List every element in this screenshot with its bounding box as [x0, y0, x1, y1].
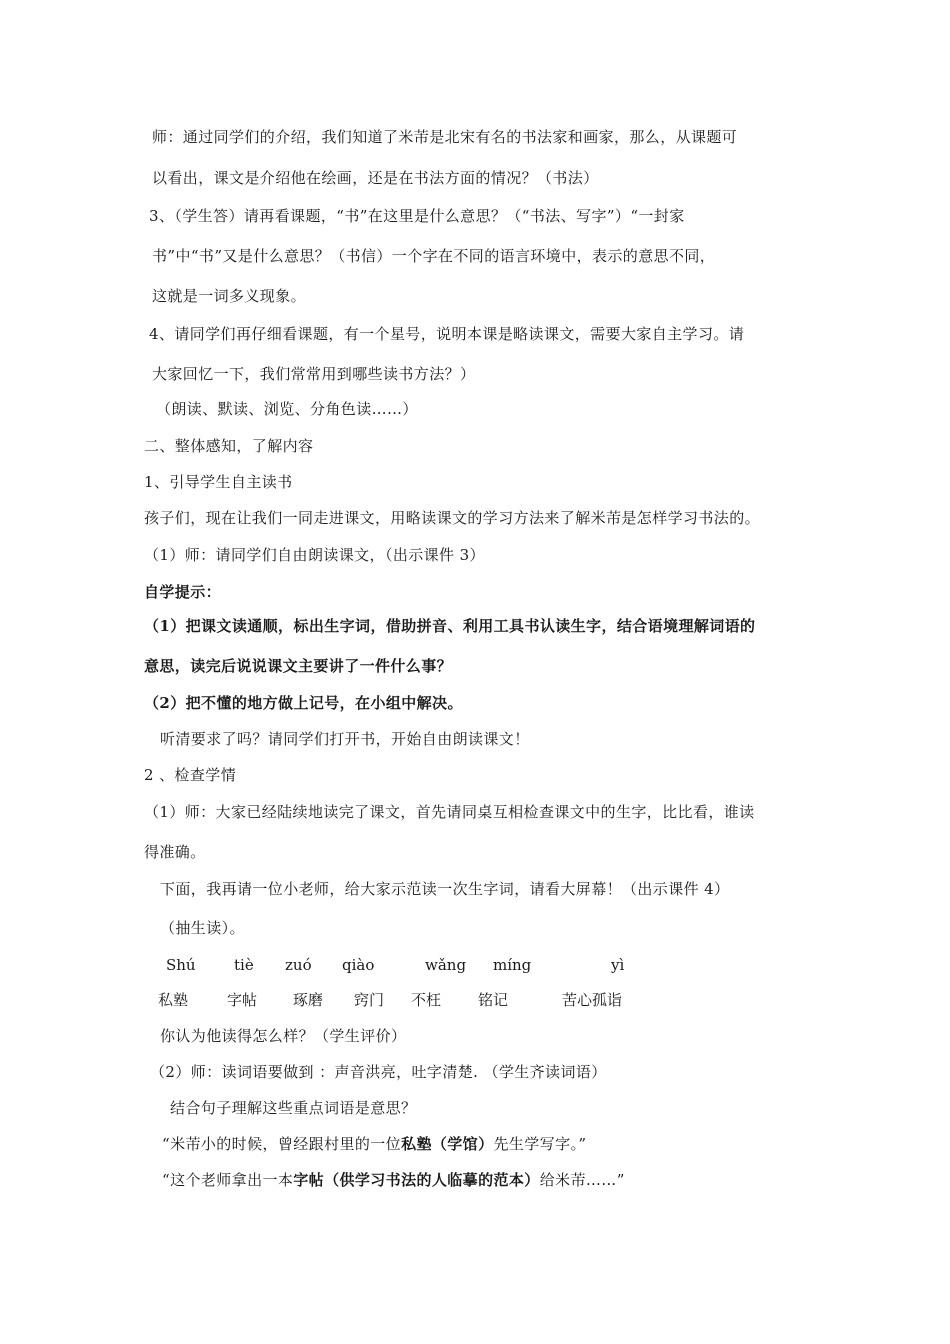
vocab-word: 琢磨 [293, 991, 324, 1009]
quote-text: 给米芾……” [539, 1171, 625, 1189]
text-line: 得准确。 [144, 843, 206, 861]
vocab-word: 苦心孤诣 [562, 991, 623, 1009]
quote-keyword: 字帖（供学习书法的人临摹的范本） [293, 1171, 540, 1189]
pinyin-label: yì [611, 956, 625, 974]
vocab-word: 窍门 [354, 991, 385, 1009]
subsection-heading: 1、引导学生自主读书 [144, 473, 293, 491]
pinyin-label: qiào [342, 956, 375, 974]
vocab-word: 不枉 [411, 991, 442, 1009]
pinyin-label: míng [493, 956, 532, 974]
text-line: 师：通过同学们的介绍，我们知道了米芾是北宋有名的书法家和画家，那么，从课题可 [152, 128, 738, 146]
text-line: （2）把不懂的地方做上记号，在小组中解决。 [144, 694, 463, 712]
text-line: （1）师：请同学们自由朗读课文，（出示课件 3） [144, 546, 485, 564]
text-line: （抽生读）。 [160, 919, 245, 937]
text-line: 这就是一词多义现象。 [152, 287, 307, 305]
quote-line [162, 1134, 586, 1154]
text-line: 你认为他读得怎么样？（学生评价） [160, 1027, 407, 1045]
subsection-heading: 2 、检查学情 [144, 766, 237, 784]
quote-text: “这个老师拿出一本 [162, 1171, 294, 1189]
pinyin-label: Shú [166, 956, 196, 974]
pinyin-label: zuó [285, 956, 312, 974]
quote-text: 先生学写字。” [493, 1135, 587, 1153]
text-line: 结合句子理解这些重点词语是意思？ [170, 1099, 417, 1117]
text-line: 4、请同学们再仔细看课题，有一个星号，说明本课是略读课文，需要大家自主学习。请 [149, 325, 745, 343]
vocab-word: 铭记 [478, 991, 509, 1009]
text-line: 自学提示： [144, 583, 222, 601]
text-line: 大家回忆一下，我们常常用到哪些读书方法？） [152, 365, 476, 383]
vocab-word: 私塾 [158, 991, 189, 1009]
text-line: 以看出，课文是介绍他在绘画，还是在书法方面的情况？（书法） [152, 169, 599, 187]
quote-line [162, 1170, 625, 1190]
quote-keyword: 私塾（学馆） [401, 1135, 494, 1153]
text-line: 下面，我再请一位小老师，给大家示范读一次生字词，请看大屏幕！（出示课件 4） [160, 880, 730, 898]
text-line: （朗读、默读、浏览、分角色读……） [156, 400, 418, 418]
text-line: （1）把课文读通顺，标出生字词，借助拼音、利用工具书认读生字，结合语境理解词语的 [144, 617, 756, 635]
text-line: （2）师：读词语要做到 ：声音洪亮，吐字清楚. （学生齐读词语） [150, 1063, 607, 1081]
text-line: 书”中“书”又是什么意思？（书信）一个字在不同的语言环境中，表示的意思不同， [152, 247, 716, 265]
section-heading: 二、整体感知，了解内容 [144, 437, 314, 455]
vocab-word: 字帖 [227, 991, 258, 1009]
text-line: （1）师：大家已经陆续地读完了课文，首先请同桌互相检查课文中的生字，比比看，谁读 [144, 803, 755, 821]
text-line: 听清要求了吗？请同学们打开书，开始自由朗读课文！ [160, 730, 530, 748]
quote-text: “米芾小的时候，曾经跟村里的一位 [162, 1135, 402, 1153]
text-line: 意思，读完后说说课文主要讲了一件什么事？ [144, 657, 453, 675]
pinyin-label: wǎng [425, 956, 467, 974]
text-line: 孩子们，现在让我们一同走进课文，用略读课文的学习方法来了解米芾是怎样学习书法的。 [144, 509, 761, 527]
text-line: 3、（学生答）请再看课题，“书”在这里是什么意思？（“书法、写字”）“一封家 [149, 207, 685, 225]
pinyin-label: tiè [234, 956, 254, 974]
